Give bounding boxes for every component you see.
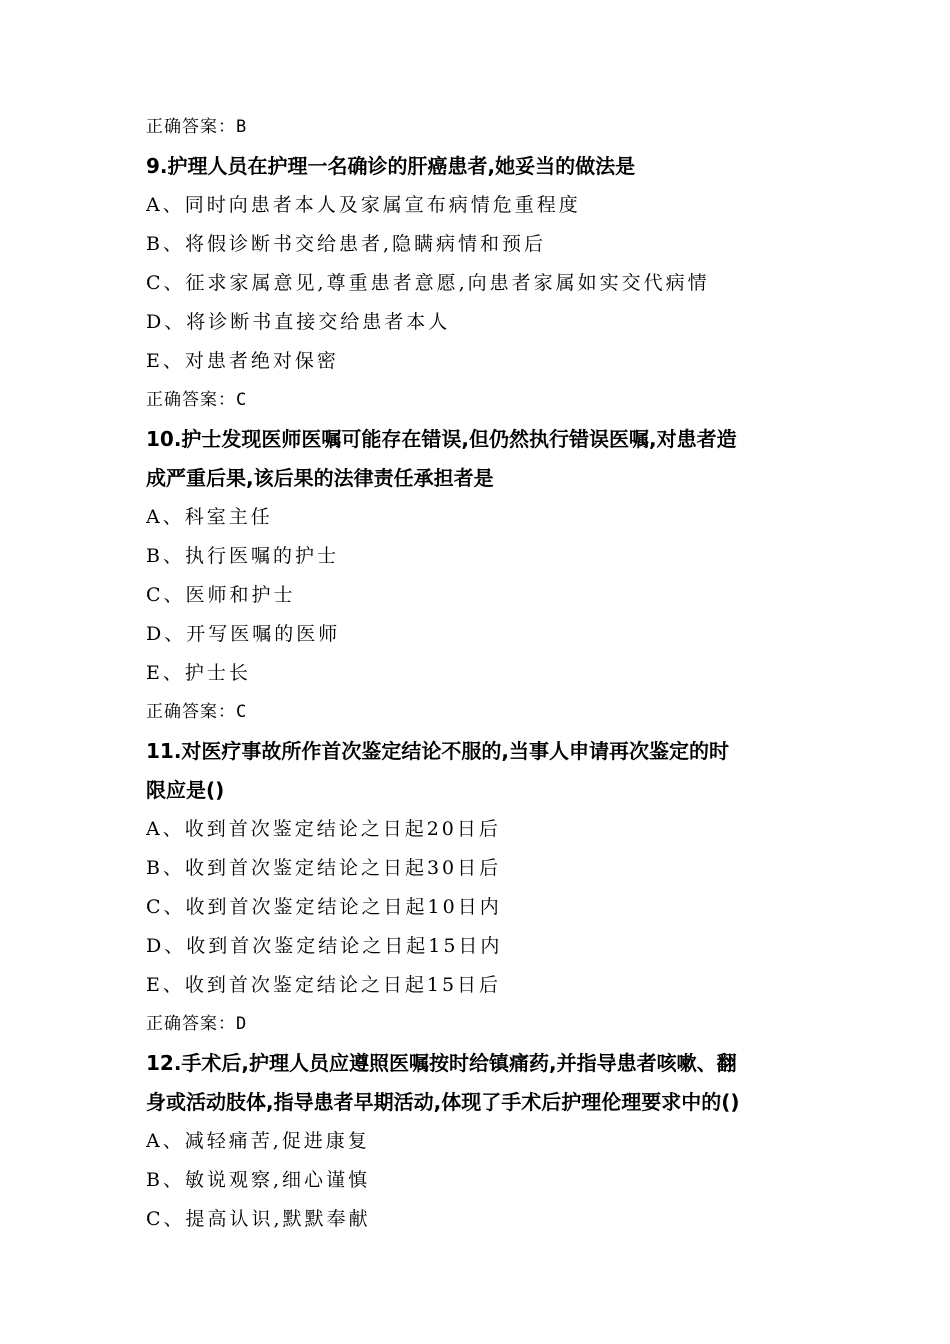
question-text: 9.护理人员在护理一名确诊的肝癌患者,她妥当的做法是 (146, 154, 636, 178)
correct-answer: 正确答案：C (146, 702, 248, 722)
answer-option: D、开写医嘱的医师 (146, 623, 341, 645)
answer-option: B、敏说观察,细心谨慎 (146, 1169, 371, 1191)
correct-answer: 正确答案：C (146, 390, 248, 410)
answer-option: B、将假诊断书交给患者,隐瞒病情和预后 (146, 233, 547, 255)
answer-option: A、收到首次鉴定结论之日起20日后 (146, 818, 501, 840)
question-text: 10.护士发现医师医嘱可能存在错误,但仍然执行错误医嘱,对患者造 (146, 427, 737, 451)
question-text: 成严重后果,该后果的法律责任承担者是 (146, 466, 494, 490)
question-text: 11.对医疗事故所作首次鉴定结论不服的,当事人申请再次鉴定的时 (146, 739, 730, 763)
answer-option: A、同时向患者本人及家属宣布病情危重程度 (146, 194, 581, 216)
correct-answer: 正确答案：D (146, 1014, 248, 1034)
document-page (146, 108, 826, 1239)
answer-option: C、提高认识,默默奉献 (146, 1208, 371, 1230)
answer-option: E、护士长 (146, 662, 251, 684)
answer-option: C、征求家属意见,尊重患者意愿,向患者家属如实交代病情 (146, 272, 710, 294)
question-text: 12.手术后,护理人员应遵照医嘱按时给镇痛药,并指导患者咳嗽、翻 (146, 1051, 737, 1075)
answer-option: E、对患者绝对保密 (146, 350, 339, 372)
answer-option: D、收到首次鉴定结论之日起15日内 (146, 935, 503, 957)
question-text: 身或活动肢体,指导患者早期活动,体现了手术后护理伦理要求中的() (146, 1090, 740, 1114)
answer-option: C、医师和护士 (146, 584, 296, 606)
answer-option: C、收到首次鉴定结论之日起10日内 (146, 896, 502, 918)
answer-option: E、收到首次鉴定结论之日起15日后 (146, 974, 502, 996)
answer-option: D、将诊断书直接交给患者本人 (146, 311, 451, 333)
correct-answer: 正确答案：B (146, 117, 248, 137)
answer-option: B、执行医嘱的护士 (146, 545, 339, 567)
answer-option: B、收到首次鉴定结论之日起30日后 (146, 857, 502, 879)
question-text: 限应是() (146, 778, 225, 802)
answer-option: A、科室主任 (146, 506, 273, 528)
answer-option: A、减轻痛苦,促进康复 (146, 1130, 370, 1152)
